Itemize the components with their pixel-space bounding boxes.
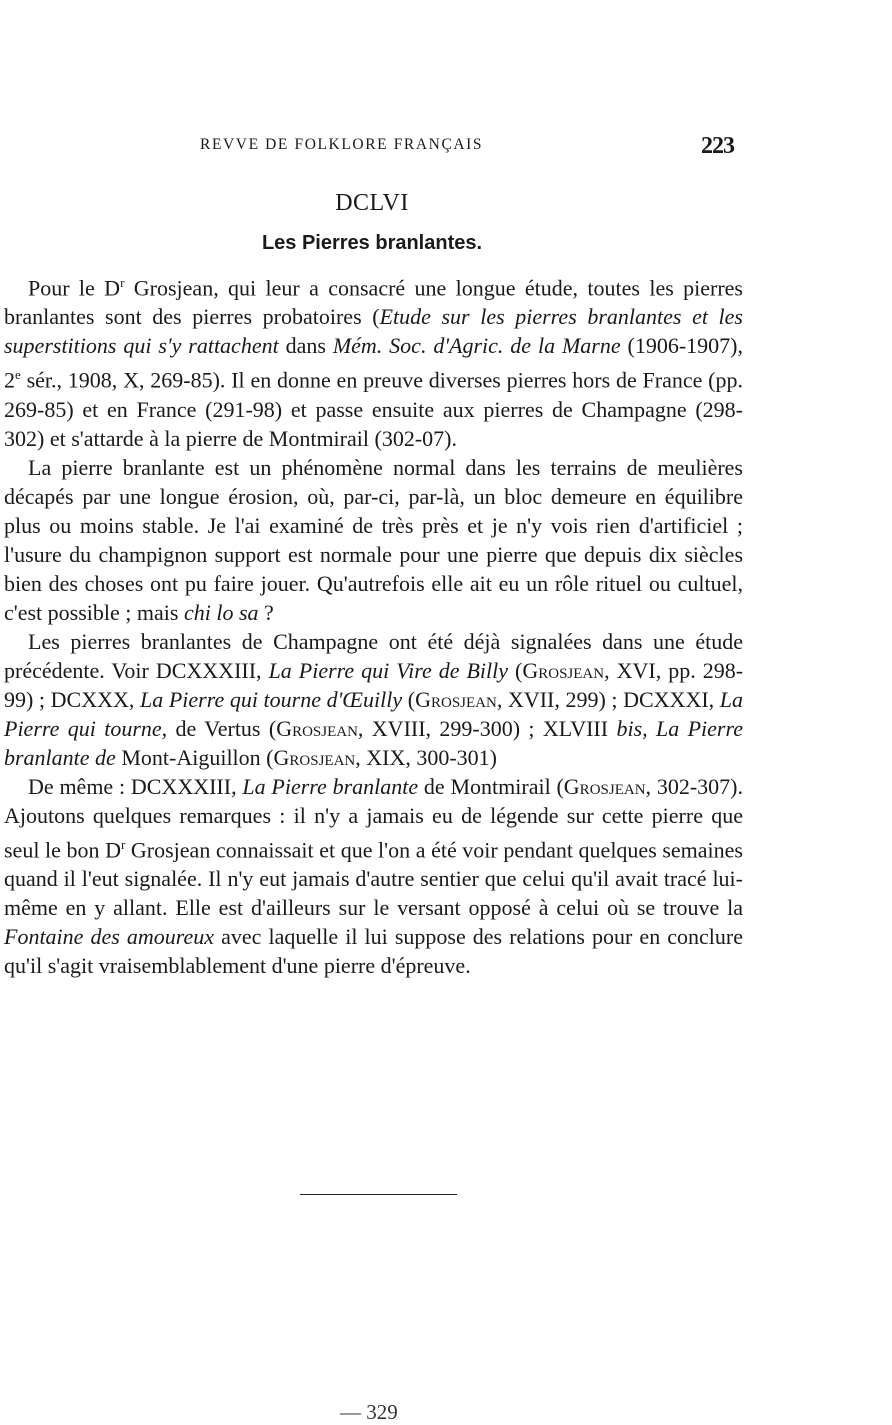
author-name: Grosjean — [273, 744, 356, 770]
superscript: e — [15, 367, 21, 383]
section-divider — [300, 1194, 457, 1195]
text-run: Pour le D — [28, 275, 121, 301]
author-name: Grosjean — [563, 773, 646, 799]
italic-title: Fontaine des amoureux — [4, 923, 215, 949]
text-run: (1906-1907), 2 — [4, 333, 743, 393]
italic-title: La Pierre branlante — [242, 773, 419, 799]
paragraph-3 — [4, 627, 743, 772]
italic-title: La Pierre qui Vire de Billy — [268, 657, 509, 683]
section-number: DCLVI — [335, 190, 409, 216]
text-run: dans — [278, 333, 333, 359]
author-name: Grosjean — [276, 715, 358, 741]
text-run: , XVI, pp. 298-99) ; DCXXX, — [4, 657, 744, 712]
italic-title: Etude sur les pierres branlantes et les superstitions qui s'y rattachent — [4, 304, 743, 359]
running-header — [0, 133, 892, 160]
text-run: Les pierres branlantes de Champagne ont été déjà signalées dans une étude précédente. Voir DCXXXIII, — [4, 628, 743, 683]
italic-title: La Pierre qui tourne, — [4, 686, 744, 741]
body-text — [4, 268, 743, 980]
text-run: ? — [258, 599, 274, 625]
text-run: de Montmirail ( — [418, 773, 564, 799]
text-run: de Vertus ( — [167, 715, 277, 741]
italic-title: La Pierre qui tourne d'Œuilly — [139, 686, 403, 712]
text-run: , 302-307). Ajoutons quelques remarques : il n'y a jamais eu de légende sur cette pierre que seul le bon D — [4, 773, 743, 862]
text-run: Mont-Aiguillon ( — [115, 744, 274, 770]
superscript: r — [120, 275, 125, 290]
section-title: Les Pierres branlantes. — [261, 232, 483, 254]
text-run: , XIX, 300-301) — [355, 744, 497, 770]
italic-phrase: chi lo sa — [183, 599, 259, 625]
page-number: 223 — [701, 133, 734, 159]
author-name: Grosjean — [522, 657, 605, 683]
text-run: avec laquelle il lui suppose des relations pour en conclure qu'il s'agit vraisemblablement d'une pierre d'épreuve. — [4, 923, 743, 978]
text-run: La pierre branlante est un phénomène normal dans les terrains de meulières décapés par une longue érosion, où, par-ci, par-là, un bloc demeure en équilibre plus ou moins stable. Je l'ai examiné de très près et je n'y vois rien d'artificiel ; l'usure du champignon support est normale pour une pierre que depuis dix siècles bien des choses ont pu faire jouer. Qu'autrefois elle ait eu un rôle rituel ou cultuel, c'est possible ; mais — [4, 454, 743, 625]
superscript: r — [120, 836, 126, 852]
text-run: ( — [402, 686, 416, 712]
italic-title: Mém. Soc. d'Agric. de la Marne — [332, 333, 621, 359]
text-run: ( — [508, 657, 523, 683]
text-run: De même : DCXXXIII, — [28, 773, 243, 799]
author-name: Grosjean — [415, 686, 497, 712]
text-run: sér., 1908, X, 269-85). Il en donne en preuve diverses pierres hors de France (pp. 269-85) et en France (291-98) et passe ensuite aux pierres de Champagne (298-302) et s'attarde à la pierre de Montmirail (302-07). — [4, 367, 743, 451]
text-run: Grosjean, qui leur a consacré une longue étude, toutes les pierres branlantes sont des pierres probatoires ( — [4, 275, 743, 330]
folio-number: — 329 — [340, 1400, 398, 1424]
italic-title: bis, La Pierre branlante de — [4, 715, 743, 770]
paragraph-1 — [4, 268, 743, 453]
text-run: Grosjean connaissait et que l'on a été voir pendant quelques semaines quand il l'eut signalée. Il n'y eut jamais d'autre sentier que celui qu'il avait tracé lui-même en y allant. Elle est d'ailleurs sur le versant opposé à celui où se trouve la — [4, 836, 743, 920]
text-run: , XVIII, 299-300) ; XLVIII — [357, 715, 617, 741]
paragraph-4 — [4, 772, 743, 980]
paragraph-2 — [4, 453, 743, 627]
running-title: REVVE DE FOLKLORE FRANÇAIS — [200, 136, 484, 153]
text-run: , XVII, 299) ; DCXXXI, — [496, 686, 720, 712]
